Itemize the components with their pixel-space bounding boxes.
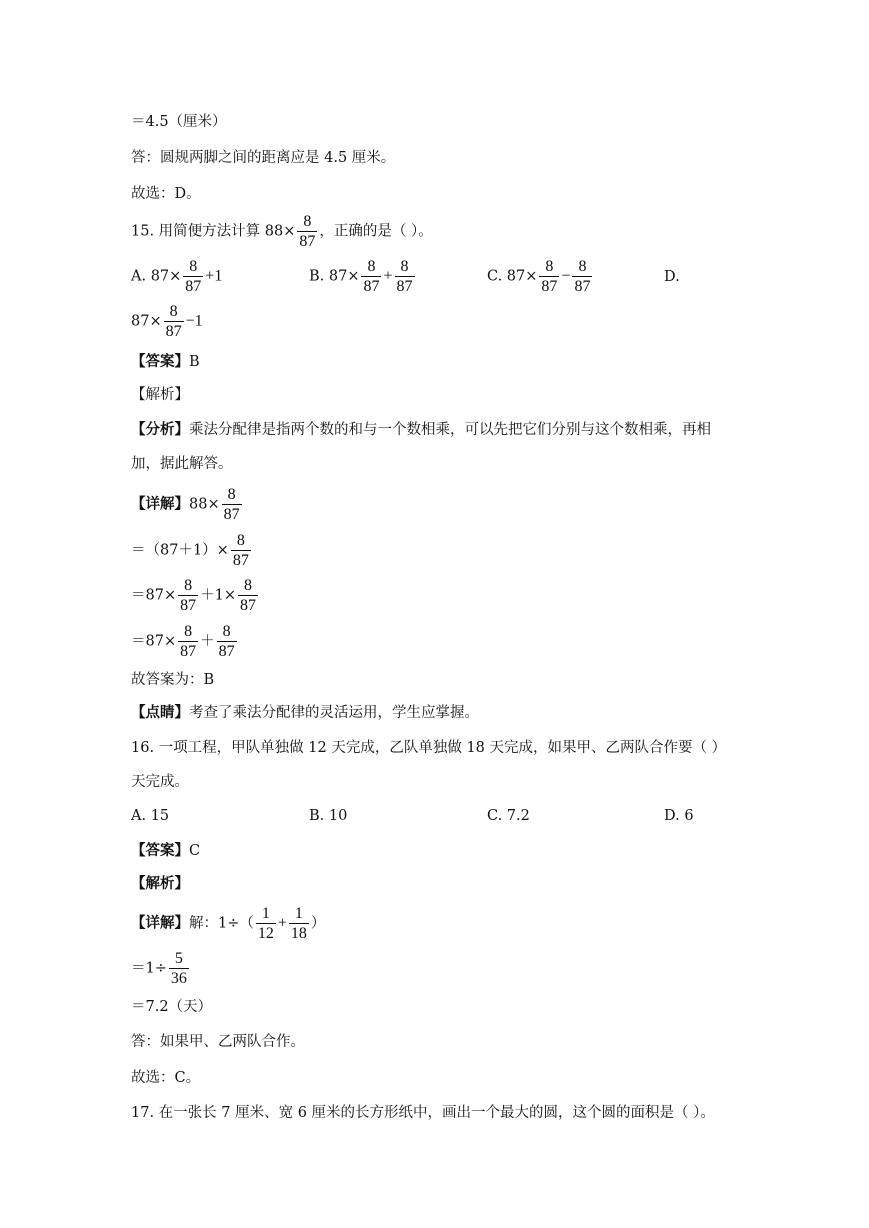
fraction: $\frac{8}{87}$ <box>185 258 202 295</box>
fraction: $\frac{8}{87}$ <box>180 577 197 614</box>
answer-16-statement: 答：如果甲、乙两队合作。 <box>131 1034 305 1050</box>
detail-step-1: 【详解】88× $\frac{8}{87}$ <box>131 486 240 523</box>
option-d-label: D. <box>664 269 680 285</box>
fraction: $\frac{8}{87}$ <box>541 258 558 295</box>
analysis-line-2: 加，据此解答。 <box>131 456 233 472</box>
option-c: C. 7.2 <box>487 808 530 824</box>
fraction: $\frac{8}{87}$ <box>299 213 316 250</box>
analysis-line-1: 【分析】乘法分配律是指两个数的和与一个数相乘，可以先把它们分别与这个数相乘，再相 <box>131 421 711 438</box>
option-d: D. 6 <box>664 808 694 824</box>
choice-line: 故选：D。 <box>131 186 201 202</box>
step-line: ＝4.5（厘米） <box>131 114 227 130</box>
fraction: $\frac{8}{87}$ <box>396 258 413 295</box>
answer-16: 【答案】C <box>131 842 201 859</box>
fraction: $\frac{8}{87}$ <box>574 258 591 295</box>
detail-step-4: ＝87× $\frac{8}{87}$ ＋ $\frac{8}{87}$ <box>131 623 235 660</box>
question-16-line-2: 天完成。 <box>131 774 189 790</box>
fraction: $\frac{8}{87}$ <box>218 623 235 660</box>
option-b: B. 10 <box>309 808 348 824</box>
fraction: $\frac{8}{87}$ <box>239 577 256 614</box>
question-17: 17. 在一张长 7 厘米、宽 6 厘米的长方形纸中，画出一个最大的圆，这个圆的面积是（ ）。 <box>131 1105 715 1121</box>
fraction: $\frac{8}{87}$ <box>165 303 182 340</box>
answer-line: 答：圆规两脚之间的距离应是 4.5 厘米。 <box>131 150 396 166</box>
comment-15: 【点睛】考查了乘法分配律的灵活运用，学生应掌握。 <box>131 704 479 721</box>
analysis-heading: 【解析】 <box>131 387 189 403</box>
option-a: A. 15 <box>131 808 170 824</box>
question-16-line-1: 16. 一项工程，甲队单独做 12 天完成，乙队单独做 18 天完成，如果甲、乙两队合作要（ ） <box>131 740 727 756</box>
option-d: 87× $\frac{8}{87}$ −1 <box>131 303 203 340</box>
detail-16-step-2: ＝1÷ $\frac{5}{36}$ <box>131 950 187 987</box>
fraction: $\frac{8}{87}$ <box>223 486 240 523</box>
choice-16: 故选：C。 <box>131 1070 201 1086</box>
analysis-heading: 【解析】 <box>131 875 189 892</box>
answer-15: 【答案】B <box>131 353 200 370</box>
fraction: $\frac{1}{12}$ <box>257 905 274 942</box>
option-b: B. 87× $\frac{8}{87}$ + $\frac{8}{87}$ <box>309 258 413 295</box>
fraction: $\frac{1}{18}$ <box>290 905 307 942</box>
final-answer-15: 故答案为：B <box>131 672 215 688</box>
option-c: C. 87× $\frac{8}{87}$ − $\frac{8}{87}$ <box>487 258 591 295</box>
fraction: $\frac{5}{36}$ <box>170 950 187 987</box>
fraction: $\frac{8}{87}$ <box>363 258 380 295</box>
fraction: $\frac{8}{87}$ <box>232 532 249 569</box>
option-a: A. 87× $\frac{8}{87}$ +1 <box>131 258 223 295</box>
question-15: 15. 用简便方法计算 88× $\frac{8}{87}$ ，正确的是（ ）。 <box>131 213 433 250</box>
detail-step-2: ＝（87＋1）× $\frac{8}{87}$ <box>131 532 249 569</box>
fraction: $\frac{8}{87}$ <box>180 623 197 660</box>
detail-16-step-3: ＝7.2（天） <box>131 999 213 1015</box>
detail-16-step-1: 【详解】解：1÷（ $\frac{1}{12}$ + $\frac{1}{18}$ ） <box>131 905 326 942</box>
detail-step-3: ＝87× $\frac{8}{87}$ ＋1× $\frac{8}{87}$ <box>131 577 256 614</box>
